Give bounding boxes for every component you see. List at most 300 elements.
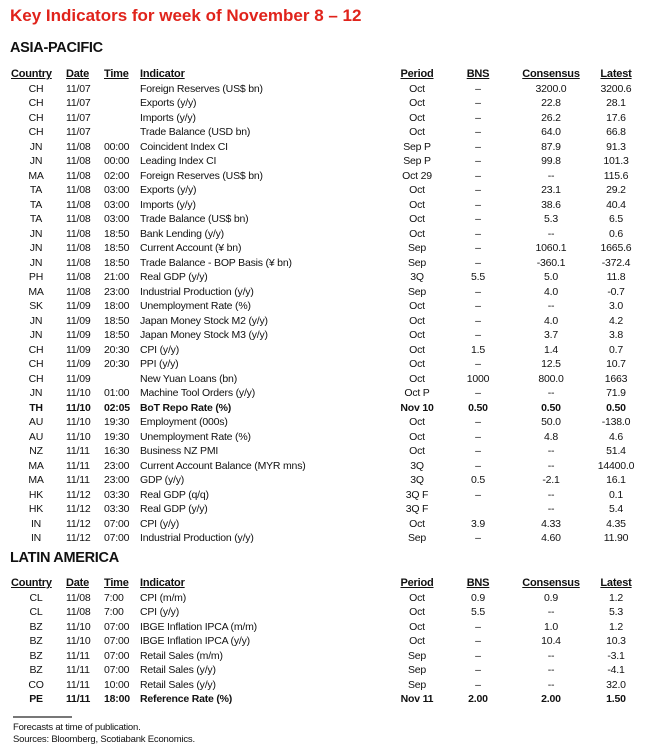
cell-date: 11/08 — [66, 198, 91, 211]
cell-date: 11/08 — [66, 227, 91, 240]
cell-indicator: Japan Money Stock M2 (y/y) — [140, 314, 268, 327]
cell-date: 11/12 — [66, 488, 91, 501]
cell-indicator: CPI (m/m) — [140, 591, 187, 604]
cell-period: 3Q — [410, 474, 424, 486]
cell-indicator: Exports (y/y) — [140, 184, 197, 196]
column-header-period: Period — [400, 577, 434, 589]
cell-bns: 1000 — [466, 372, 490, 385]
cell-country: BZ — [29, 664, 43, 676]
footnote-divider — [13, 716, 72, 718]
cell-latest: 115.6 — [603, 169, 629, 182]
cell-period: Oct — [409, 620, 425, 633]
cell-time: 18:50 — [104, 256, 130, 269]
cell-country: TH — [29, 401, 43, 414]
cell-indicator: New Yuan Loans (bn) — [140, 372, 237, 385]
table-row — [0, 386, 647, 401]
cell-date: 11/08 — [66, 169, 91, 182]
cell-time: 03:30 — [104, 503, 130, 515]
cell-time: 7:00 — [104, 606, 124, 618]
cell-period: Oct — [409, 430, 425, 443]
cell-bns: – — [475, 358, 481, 370]
cell-latest: 14400.0 — [597, 459, 635, 472]
cell-period: Oct — [409, 416, 425, 428]
cell-date: 11/08 — [66, 271, 91, 283]
cell-latest: 0.7 — [609, 343, 623, 356]
cell-consensus: 800.0 — [538, 372, 564, 385]
cell-consensus: 3.7 — [544, 329, 558, 341]
table-row — [0, 256, 647, 271]
cell-bns: – — [475, 445, 481, 457]
cell-period: Sep — [407, 532, 427, 544]
table-row — [0, 314, 647, 329]
cell-bns: 5.5 — [471, 271, 485, 283]
cell-consensus: 4.0 — [544, 314, 558, 327]
cell-consensus: 87.9 — [541, 140, 561, 153]
cell-date: 11/08 — [66, 155, 91, 167]
table-row — [0, 357, 647, 372]
table-row — [0, 140, 647, 155]
cell-country: CH — [28, 82, 44, 95]
table-row — [0, 692, 647, 707]
table-row — [0, 663, 647, 678]
cell-time: 07:00 — [104, 649, 130, 662]
cell-country: JN — [29, 314, 43, 327]
cell-bns: – — [475, 329, 481, 341]
cell-country: MA — [28, 474, 44, 486]
cell-latest: 0.50 — [606, 401, 626, 414]
cell-latest: 11.8 — [606, 271, 626, 283]
cell-consensus: 26.2 — [541, 111, 561, 124]
cell-bns: 0.9 — [471, 591, 485, 604]
cell-date: 11/08 — [66, 213, 91, 225]
table-row — [0, 401, 647, 416]
cell-time: 07:00 — [104, 664, 130, 676]
cell-date: 11/08 — [66, 285, 91, 298]
cell-period: Sep P — [403, 140, 431, 153]
cell-date: 11/11 — [66, 649, 90, 662]
table-row — [0, 605, 647, 620]
column-header-latest: Latest — [600, 577, 632, 589]
section-title-latin-america: LATIN AMERICA — [10, 550, 119, 566]
cell-consensus: 2.00 — [541, 693, 561, 705]
cell-consensus: -- — [547, 227, 555, 240]
cell-latest: -138.0 — [601, 416, 631, 428]
cell-date: 11/09 — [66, 314, 91, 327]
cell-consensus: 1.0 — [544, 620, 558, 633]
cell-time: 07:00 — [104, 517, 130, 530]
cell-period: 3Q F — [405, 503, 429, 515]
cell-latest: 5.4 — [609, 503, 623, 515]
cell-period: Sep — [407, 649, 427, 662]
cell-date: 11/09 — [66, 372, 91, 385]
cell-latest: 29.2 — [606, 184, 626, 196]
cell-indicator: CPI (y/y) — [140, 517, 180, 530]
cell-consensus: -- — [547, 503, 555, 515]
cell-consensus: -- — [547, 387, 555, 399]
table-row — [0, 502, 647, 517]
cell-country: PE — [29, 693, 43, 705]
cell-time: 18:50 — [104, 227, 130, 240]
cell-bns: – — [475, 155, 481, 167]
cell-date: 11/12 — [66, 532, 91, 544]
cell-date: 11/08 — [66, 606, 91, 618]
cell-latest: 3.0 — [609, 300, 623, 312]
cell-country: MA — [28, 285, 44, 298]
cell-indicator: Trade Balance (US$ bn) — [140, 213, 249, 225]
cell-date: 11/11 — [66, 474, 90, 486]
cell-date: 11/10 — [66, 387, 91, 399]
cell-country: CH — [28, 372, 44, 385]
cell-date: 11/11 — [66, 678, 90, 691]
table-row — [0, 270, 647, 285]
cell-time: 00:00 — [104, 155, 130, 167]
cell-indicator: Machine Tool Orders (y/y) — [140, 387, 256, 399]
cell-country: CL — [29, 591, 43, 604]
cell-consensus: 23.1 — [541, 184, 561, 196]
cell-indicator: PPI (y/y) — [140, 358, 179, 370]
cell-consensus: -- — [547, 488, 555, 501]
cell-consensus: 64.0 — [541, 126, 561, 138]
cell-indicator: Trade Balance (USD bn) — [140, 126, 251, 138]
cell-period: Oct — [409, 329, 425, 341]
cell-latest: 91.3 — [606, 140, 626, 153]
cell-date: 11/08 — [66, 256, 91, 269]
cell-period: Oct — [409, 314, 425, 327]
cell-date: 11/10 — [66, 620, 91, 633]
cell-country: HK — [28, 488, 44, 501]
cell-time: 02:05 — [104, 401, 130, 414]
table-row — [0, 299, 647, 314]
table-header — [0, 576, 647, 591]
cell-country: MA — [28, 169, 44, 182]
cell-time: 10:00 — [104, 678, 130, 691]
cell-country: JN — [29, 227, 43, 240]
cell-indicator: Real GDP (y/y) — [140, 503, 208, 515]
cell-country: BZ — [29, 649, 43, 662]
cell-consensus: 10.4 — [541, 635, 561, 647]
cell-bns: – — [475, 300, 481, 312]
table-row — [0, 488, 647, 503]
cell-bns: – — [475, 649, 481, 662]
cell-latest: 6.5 — [609, 213, 623, 225]
cell-country: TA — [29, 184, 43, 196]
table-row — [0, 198, 647, 213]
cell-date: 11/07 — [66, 111, 91, 124]
cell-country: TA — [29, 213, 43, 225]
cell-indicator: Retail Sales (y/y) — [140, 678, 216, 691]
cell-date: 11/08 — [66, 242, 91, 254]
cell-indicator: Coincident Index CI — [140, 140, 228, 153]
cell-indicator: Industrial Production (y/y) — [140, 285, 254, 298]
cell-period: Nov 10 — [400, 401, 434, 414]
cell-latest: 1.50 — [606, 693, 626, 705]
cell-bns: – — [475, 430, 481, 443]
table-row — [0, 444, 647, 459]
cell-country: CH — [28, 126, 44, 138]
cell-time: 07:00 — [104, 620, 130, 633]
cell-latest: 71.9 — [606, 387, 626, 399]
cell-time: 16:30 — [104, 445, 130, 457]
cell-latest: 11.90 — [603, 532, 629, 544]
cell-indicator: Employment (000s) — [140, 416, 228, 428]
cell-date: 11/10 — [66, 401, 91, 414]
cell-time: 7:00 — [104, 591, 124, 604]
cell-indicator: Trade Balance - BOP Basis (¥ bn) — [140, 256, 292, 269]
cell-period: Oct — [409, 300, 425, 312]
cell-latest: 4.2 — [609, 314, 623, 327]
column-header-indicator: Indicator — [140, 577, 185, 589]
cell-consensus: -- — [547, 678, 555, 691]
cell-time: 01:00 — [104, 387, 130, 399]
cell-latest: 1663 — [604, 372, 628, 385]
cell-indicator: GDP (y/y) — [140, 474, 185, 486]
column-header-period: Period — [400, 68, 434, 80]
cell-consensus: 5.3 — [544, 213, 558, 225]
cell-time: 18:50 — [104, 314, 130, 327]
table-row — [0, 634, 647, 649]
column-header-bns: BNS — [466, 68, 490, 80]
column-header-consensus: Consensus — [522, 68, 580, 80]
cell-date: 11/09 — [66, 343, 91, 356]
cell-date: 11/10 — [66, 635, 91, 647]
cell-latest: 0.1 — [609, 488, 623, 501]
cell-country: JN — [29, 140, 43, 153]
column-header-indicator: Indicator — [140, 68, 185, 80]
cell-period: 3Q — [410, 271, 424, 283]
table-row — [0, 96, 647, 111]
cell-country: NZ — [29, 445, 43, 457]
cell-country: CH — [28, 111, 44, 124]
cell-period: Oct — [409, 184, 425, 196]
cell-country: JN — [29, 329, 43, 341]
cell-consensus: 1.4 — [544, 343, 558, 356]
cell-bns: – — [475, 184, 481, 196]
cell-latest: 1.2 — [609, 620, 623, 633]
cell-time: 18:00 — [104, 693, 130, 705]
cell-bns: – — [475, 620, 481, 633]
cell-period: Oct — [409, 126, 425, 138]
cell-latest: 3.8 — [609, 329, 623, 341]
cell-latest: 66.8 — [606, 126, 626, 138]
cell-period: Oct — [409, 358, 425, 370]
cell-bns: – — [475, 242, 481, 254]
table-row — [0, 591, 647, 606]
cell-period: Sep — [407, 664, 427, 676]
table-row — [0, 241, 647, 256]
cell-bns: – — [475, 227, 481, 240]
cell-period: Sep — [407, 285, 427, 298]
cell-date: 11/08 — [66, 140, 91, 153]
cell-time: 02:00 — [104, 169, 130, 182]
cell-period: Oct — [409, 82, 425, 95]
cell-consensus: -360.1 — [536, 256, 566, 269]
cell-date: 11/11 — [66, 445, 90, 457]
cell-latest: 5.3 — [609, 606, 623, 618]
table-row — [0, 372, 647, 387]
cell-time: 03:00 — [104, 213, 130, 225]
column-header-date: Date — [66, 68, 90, 80]
cell-bns: – — [475, 285, 481, 298]
table-row — [0, 620, 647, 635]
cell-consensus: 50.0 — [541, 416, 561, 428]
cell-bns: – — [475, 198, 481, 211]
cell-period: Sep — [407, 256, 427, 269]
cell-latest: -0.7 — [607, 285, 625, 298]
cell-date: 11/09 — [66, 329, 91, 341]
cell-latest: 17.6 — [606, 111, 626, 124]
cell-time: 19:30 — [104, 430, 130, 443]
table-row — [0, 459, 647, 474]
cell-period: Oct — [409, 198, 425, 211]
cell-bns: – — [475, 82, 481, 95]
cell-time: 03:00 — [104, 198, 130, 211]
cell-time: 20:30 — [104, 358, 130, 370]
cell-country: CL — [29, 606, 43, 618]
cell-indicator: Imports (y/y) — [140, 111, 196, 124]
cell-period: Sep P — [403, 155, 431, 167]
cell-period: Oct P — [404, 387, 430, 399]
cell-bns: – — [475, 416, 481, 428]
cell-indicator: Current Account (¥ bn) — [140, 242, 242, 254]
table-row — [0, 430, 647, 445]
cell-bns: – — [475, 140, 481, 153]
cell-indicator: BoT Repo Rate (%) — [140, 401, 232, 414]
cell-indicator: Unemployment Rate (%) — [140, 300, 251, 312]
cell-consensus: 4.8 — [544, 430, 558, 443]
cell-indicator: Foreign Reserves (US$ bn) — [140, 169, 263, 182]
cell-bns: – — [475, 635, 481, 647]
cell-period: Oct — [409, 111, 425, 124]
cell-latest: -4.1 — [607, 664, 625, 676]
column-header-latest: Latest — [600, 68, 632, 80]
cell-period: Oct — [409, 445, 425, 457]
cell-period: Sep — [407, 678, 427, 691]
cell-date: 11/12 — [66, 517, 91, 530]
cell-period: 3Q — [410, 459, 424, 472]
table-row — [0, 183, 647, 198]
cell-indicator: Current Account Balance (MYR mns) — [140, 459, 306, 472]
cell-latest: -3.1 — [607, 649, 625, 662]
cell-period: Oct — [409, 97, 425, 109]
cell-indicator: CPI (y/y) — [140, 606, 180, 618]
cell-period: Nov 11 — [400, 693, 434, 705]
cell-latest: 1.2 — [609, 591, 623, 604]
cell-period: Oct — [409, 343, 425, 356]
cell-bns: – — [475, 314, 481, 327]
cell-bns: – — [475, 169, 481, 182]
cell-indicator: Industrial Production (y/y) — [140, 532, 254, 544]
cell-latest: 4.35 — [606, 517, 626, 530]
cell-consensus: 5.0 — [544, 271, 558, 283]
cell-time: 03:00 — [104, 184, 130, 196]
cell-consensus: -- — [547, 649, 555, 662]
table-row — [0, 82, 647, 97]
cell-indicator: Foreign Reserves (US$ bn) — [140, 82, 263, 95]
cell-consensus: 4.0 — [544, 285, 558, 298]
cell-indicator: Real GDP (q/q) — [140, 488, 209, 501]
cell-bns: – — [475, 664, 481, 676]
cell-consensus: -- — [547, 300, 555, 312]
cell-country: AU — [28, 430, 44, 443]
cell-consensus: 4.33 — [541, 517, 561, 530]
cell-consensus: 38.6 — [541, 198, 561, 211]
cell-indicator: Exports (y/y) — [140, 97, 197, 109]
cell-date: 11/08 — [66, 184, 91, 196]
cell-date: 11/07 — [66, 82, 91, 95]
cell-date: 11/09 — [66, 300, 91, 312]
cell-consensus: 22.8 — [541, 97, 561, 109]
cell-date: 11/10 — [66, 416, 91, 428]
cell-date: 11/11 — [66, 459, 90, 472]
latin-america-table — [0, 576, 647, 707]
cell-date: 11/07 — [66, 97, 91, 109]
cell-time: 23:00 — [104, 459, 130, 472]
cell-bns: 1.5 — [471, 343, 485, 356]
column-header-time: Time — [104, 68, 129, 80]
cell-country: CH — [28, 343, 44, 356]
table-row — [0, 169, 647, 184]
cell-date: 11/09 — [66, 358, 91, 370]
cell-consensus: 4.60 — [541, 532, 561, 544]
cell-period: Oct — [409, 591, 425, 604]
column-header-time: Time — [104, 577, 129, 589]
cell-date: 11/07 — [66, 126, 91, 138]
cell-latest: 4.6 — [609, 430, 623, 443]
table-row — [0, 212, 647, 227]
cell-indicator: IBGE Inflation IPCA (m/m) — [140, 620, 257, 633]
table-row — [0, 285, 647, 300]
cell-latest: 10.3 — [606, 635, 626, 647]
table-row — [0, 343, 647, 358]
cell-time: 03:30 — [104, 488, 130, 501]
cell-consensus: -- — [547, 459, 555, 472]
cell-date: 11/08 — [66, 591, 91, 604]
cell-period: 3Q F — [405, 488, 429, 501]
cell-time: 23:00 — [104, 474, 130, 486]
cell-country: MA — [28, 459, 44, 472]
cell-consensus: 1060.1 — [535, 242, 567, 254]
table-row — [0, 227, 647, 242]
cell-indicator: IBGE Inflation IPCA (y/y) — [140, 635, 250, 647]
asia-pacific-table — [0, 67, 647, 546]
cell-country: HK — [28, 503, 44, 515]
cell-bns: – — [475, 97, 481, 109]
footnote-sources: Sources: Bloomberg, Scotiabank Economics. — [13, 734, 195, 745]
cell-time: 07:00 — [104, 532, 130, 544]
cell-indicator: Imports (y/y) — [140, 198, 196, 211]
cell-latest: 10.7 — [606, 358, 626, 370]
column-header-consensus: Consensus — [522, 577, 580, 589]
cell-time: 18:00 — [104, 300, 130, 312]
table-row — [0, 111, 647, 126]
column-header-date: Date — [66, 577, 90, 589]
cell-latest: 40.4 — [606, 198, 626, 211]
cell-indicator: Unemployment Rate (%) — [140, 430, 251, 443]
cell-latest: 28.1 — [606, 97, 626, 109]
cell-period: Sep — [407, 242, 427, 254]
cell-consensus: -- — [547, 664, 555, 676]
cell-indicator: Real GDP (y/y) — [140, 271, 208, 283]
cell-consensus: -- — [547, 606, 555, 618]
cell-country: JN — [29, 387, 43, 399]
cell-bns: 5.5 — [471, 606, 485, 618]
cell-period: Oct — [409, 517, 425, 530]
cell-latest: 0.6 — [609, 227, 623, 240]
cell-bns: – — [475, 111, 481, 124]
cell-time: 18:50 — [104, 242, 130, 254]
cell-country: CH — [28, 358, 44, 370]
cell-period: Oct 29 — [402, 169, 432, 182]
